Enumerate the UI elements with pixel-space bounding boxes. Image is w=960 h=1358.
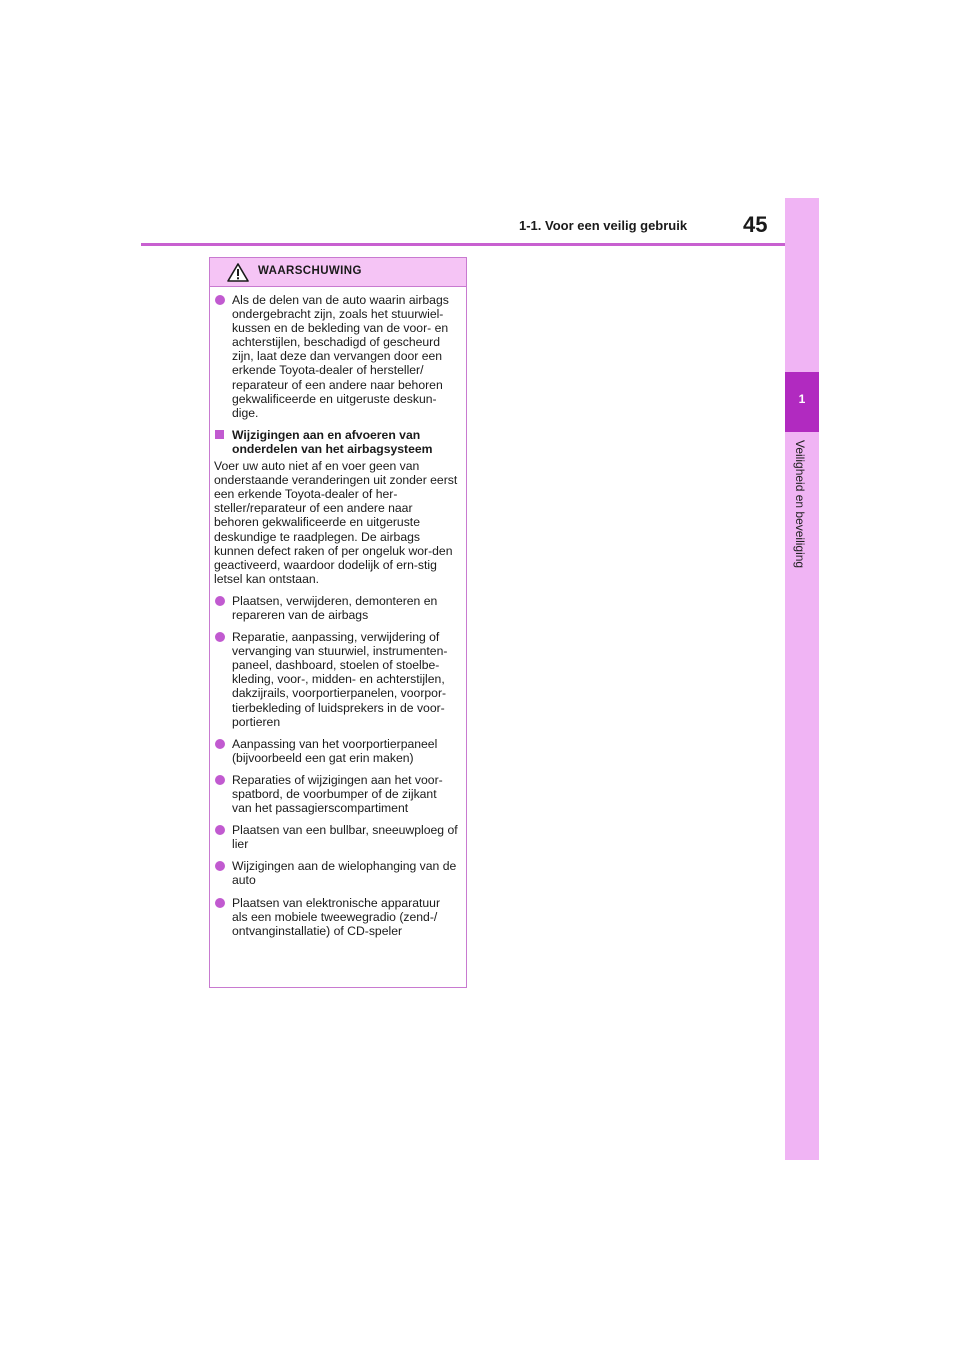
chapter-number: 1 [798, 392, 806, 406]
page-number: 45 [743, 212, 768, 237]
list-item [214, 773, 458, 815]
bullet-dot-icon [215, 295, 225, 305]
bullet-dot-icon [215, 739, 225, 749]
bullet-text: Reparaties of wijzigingen aan het voor-spatbord, de voorbumper of de zijkant van het passagierscompartiment [232, 772, 443, 816]
section-heading [214, 428, 458, 456]
section-title: 1-1. Voor een veilig gebruik [519, 218, 688, 233]
warning-triangle-icon [227, 263, 249, 282]
bullet-dot-icon [215, 898, 225, 908]
chapter-side-tab [785, 198, 819, 1160]
bullet-dot-icon [215, 825, 225, 835]
list-item [214, 859, 458, 887]
bullet-dot-icon [215, 596, 225, 606]
bullet-text: Plaatsen, verwijderen, demonteren en repareren van de airbags [232, 593, 438, 622]
section-paragraph: Voer uw auto niet af en voer geen van onderstaande veranderingen uit zonder eerst een erkende Toyota-dealer of her-steller/reparateur of een andere naar behoren gekwalificeerde en uitgeruste deskundige te raadplegen. De airbags kunnen defect raken of per ongeluk wor-den geactiveerd, waardoor dodelijk of ern-stig letsel kan ontstaan. [214, 459, 458, 586]
warning-body [210, 287, 466, 938]
bullet-text: Wijzigingen aan de wielophanging van de auto [232, 859, 457, 888]
chapter-title: Veiligheid en beveiliging [793, 440, 807, 569]
section-heading-text: Wijzigingen aan en afvoeren van onderdelen van het airbagsysteem [232, 427, 433, 456]
bullet-text: Aanpassing van het voorportierpaneel (bijvoorbeeld een gat erin maken) [232, 736, 438, 765]
bullet-text: Plaatsen van elektronische apparatuur als een mobiele tweewegradio (zend-/ ontvanginstallatie) of CD-speler [232, 895, 440, 938]
list-item [214, 737, 458, 765]
list-item [214, 896, 458, 938]
list-item [214, 823, 458, 851]
bullet-dot-icon [215, 861, 225, 871]
bullet-text: Reparatie, aanpassing, verwijdering of vervanging van stuurwiel, instrumenten-paneel, dashboard, stoelen of stoelbe-kleding, voor-, midden- en achterstijlen, dakzijrails, voorportierpanelen, voorpor-tierbekleding of luidsprekers in de voor-portieren [232, 630, 448, 729]
warning-intro-bullet [214, 293, 458, 420]
square-bullet-icon [215, 430, 224, 439]
list-item [214, 594, 458, 622]
warning-title: WAARSCHUWING [258, 265, 362, 277]
bullet-dot-icon [215, 632, 225, 642]
header-rule [141, 243, 785, 246]
bullet-text: Als de delen van de auto waarin airbags ondergebracht zijn, zoals het stuurwiel-kussen en de bekleding van de voor- en achterstijlen, beschadigd of gescheurd zijn, laat deze dan vervangen door een erkende Toyota-dealer of hersteller/ reparateur of een andere naar behoren gekwalificeerde en uitgeruste deskun-dige. [232, 293, 449, 420]
bullet-dot-icon [215, 775, 225, 785]
warning-header [210, 258, 466, 287]
list-item [214, 630, 458, 729]
bullet-text: Plaatsen van een bullbar, sneeuwploeg of lier [232, 823, 458, 852]
warning-box [209, 257, 467, 988]
